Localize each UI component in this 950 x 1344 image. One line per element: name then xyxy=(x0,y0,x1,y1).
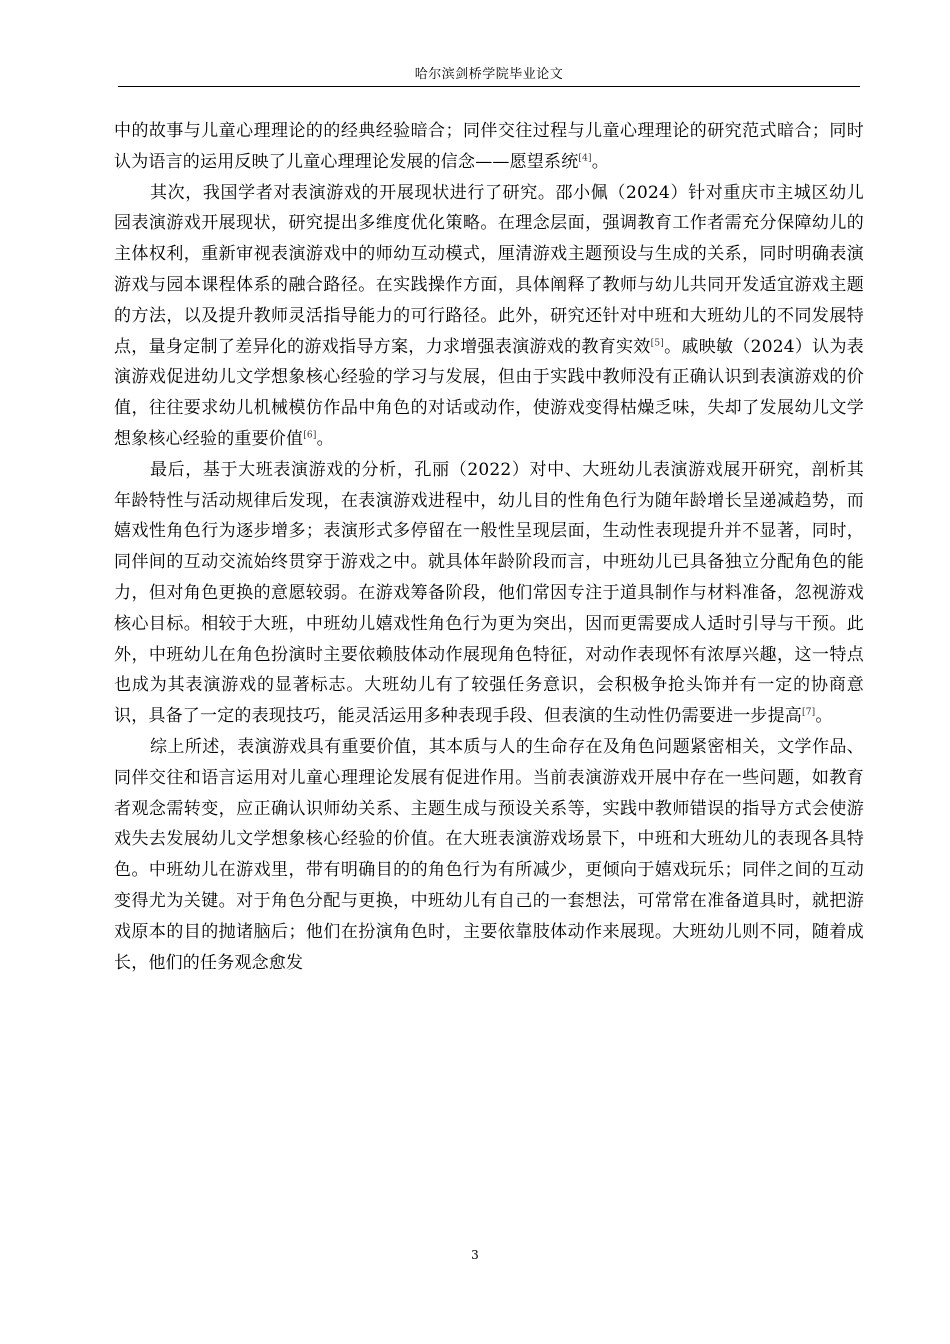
paragraph-text: 最后，基于大班表演游戏的分析，孔丽（2022）对中、大班幼儿表演游戏展开研究，剖析其年龄特性与活动规律后发现，在表演游戏进程中，幼儿目的性角色行为随年龄增长呈递减趋势，而嬉戏性角色行为逐步增多；表演形式多停留在一般性呈现层面，生动性表现提升并不显著，同时，同伴间的互动交流始终贯穿于游戏之中。就具体年龄阶段而言，中班幼儿已具备独立分配角色的能力，但对角色更换的意愿较弱。在游戏筹备阶段，他们常因专注于道具制作与材料准备，忽视游戏核心目标。相较于大班，中班幼儿嬉戏性角色行为更为突出，因而更需要成人适时引导与干预。此外，中班幼儿在角色扮演时主要依赖肢体动作展现角色特征，对动作表现怀有浓厚兴趣，这一特点也成为其表演游戏的显著标志。大班幼儿有了较强任务意识，会积极争抢头饰并有一定的协商意识，具备了一定的表现技巧，能灵活运用多种表现手段、但表演的生动性仍需要进一步提高 xyxy=(114,459,864,727)
paragraph-text: 中的故事与儿童心理理论的的经典经验暗合；同伴交往过程与儿童心理理论的研究范式暗合；同时认为语言的运用反映了儿童心理理论发展的信念——愿望系统 xyxy=(114,121,864,172)
paragraph-text: 。 xyxy=(316,428,334,449)
citation-marker: [4] xyxy=(578,153,592,164)
paragraph xyxy=(114,732,864,978)
paragraph-text: 综上所述，表演游戏具有重要价值，其本质与人的生命存在及角色问题紧密相关，文学作品、同伴交往和语言运用对儿童心理理论发展有促进作用。当前表演游戏开展中存在一些问题，如教育者观念需转变，应正确认识师幼关系、主题生成与预设关系等，实践中教师错误的指导方式会使游戏失去发展幼儿文学想象核心经验的价值。在大班表演游戏场景下，中班和大班幼儿的表现各具特色。中班幼儿在游戏里，带有明确目的的角色行为有所减少，更倾向于嬉戏玩乐；同伴之间的互动变得尤为关键。对于角色分配与更换，中班幼儿有自己的一套想法，可常常在准备道具时，就把游戏原本的目的抛诸脑后；他们在扮演角色时，主要依靠肢体动作来展现。大班幼儿则不同，随着成长，他们的任务观念愈发 xyxy=(114,736,864,973)
citation-marker: [6] xyxy=(303,430,317,441)
paragraph-text: 其次，我国学者对表演游戏的开展现状进行了研究。邵小佩（2024）针对重庆市主城区幼儿园表演游戏开展现状，研究提出多维度优化策略。在理念层面，强调教育工作者需充分保障幼儿的主体权利，重新审视表演游戏中的师幼互动模式，厘清游戏主题预设与生成的关系，同时明确表演游戏与园本课程体系的融合路径。在实践操作方面，具体阐释了教师与幼儿共同开发适宜游戏主题的方法，以及提升教师灵活指导能力的可行路径。此外，研究还针对中班和大班幼儿的不同发展特点，量身定制了差异化的游戏指导方案，力求增强表演游戏的教育实效 xyxy=(114,182,864,357)
paragraph-text: 。 xyxy=(815,706,833,727)
citation-marker: [7] xyxy=(802,707,816,718)
body-text xyxy=(114,116,864,978)
page-number: 3 xyxy=(471,1248,479,1262)
header-divider xyxy=(118,86,860,87)
paragraph-text: 。戚映敏（2024）认为表演游戏促进幼儿文学想象核心经验的学习与发展，但由于实践中教师没有正确认识到表演游戏的价值，往往要求幼儿机械模仿作品中角色的对话或动作，使游戏变得枯燥乏味，失却了发展幼儿文学想象核心经验的重要价值 xyxy=(114,336,864,449)
paragraph xyxy=(114,178,864,455)
paragraph xyxy=(114,116,864,178)
paragraph xyxy=(114,455,864,732)
paragraph-text: 。 xyxy=(591,151,609,172)
citation-marker: [5] xyxy=(650,337,665,348)
page-header-title: 哈尔滨剑桥学院毕业论文 xyxy=(414,67,564,82)
